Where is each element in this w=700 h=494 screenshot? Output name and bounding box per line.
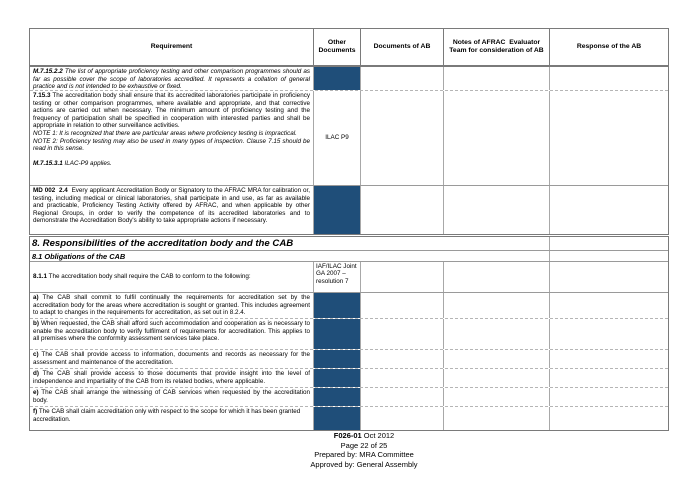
requirements-table (29, 28, 669, 235)
section-title: 8.1 Obligations of the CAB (32, 251, 126, 261)
requirement-paragraph (33, 187, 310, 225)
table-header-row (30, 29, 668, 67)
table-row (30, 185, 668, 234)
table-body-lower (30, 237, 668, 430)
footer-doc-code-line (44, 431, 684, 441)
text-run: NOTE 1: It is recognized that there are particular areas where proficiency testing is impractical. (33, 129, 297, 137)
text-run: The list of appropriate proficiency testing and other comparison programmes should as far as possible cover the scope of laboratories accredited. It represents a collation of general practice and is not intended to be exhaustive or fixed. (33, 68, 310, 90)
text-run: The accreditation body shall ensure that its accredited laboratories participate in proficiency testing or other comparison programmes, where available and appropriate, and that corrective actions are carried out when necessary. The minimum amount of proficiency testing and the frequency of participation shall be specified in cooperation with interested parties and shall be appropriate in relation to other surveillance activities. (33, 92, 310, 130)
notes-cell (443, 319, 549, 349)
requirement-paragraph (33, 153, 310, 161)
response-cell (549, 67, 668, 90)
notes-cell (443, 67, 549, 90)
text-run: The CAB shall claim accreditation only with respect to the scope for which it has been granted (37, 408, 301, 415)
text-run: NOTE 2: Proficiency testing may also be used in many types of inspection. Clause 7.15 should be read in this sense. (33, 137, 310, 153)
column-header-other-documents: Other Documents (313, 29, 360, 65)
documents-of-ab-cell (360, 262, 443, 292)
documents-of-ab-cell (360, 186, 443, 234)
response-cell (549, 388, 668, 406)
requirement-cell (30, 369, 313, 387)
requirement-paragraph (33, 273, 310, 281)
other-documents-cell (313, 293, 360, 318)
other-documents-cell (313, 67, 360, 90)
documents-of-ab-cell (360, 293, 443, 318)
text-run: The CAB shall commit to fulfil continually the requirements for accreditation set by the accreditation body for the areas where accreditation is sought or granted. This includes agreement to adapt to changes in the requirements for accreditation, as set out in 8.2.4. (33, 294, 310, 317)
requirement-paragraph (33, 408, 310, 416)
text-run: b) (33, 320, 39, 327)
table-row (30, 406, 668, 430)
table-row (30, 387, 668, 406)
table-row (30, 90, 668, 185)
table-row (30, 67, 668, 90)
response-cell (549, 251, 668, 261)
text-run: When requested, the CAB shall afford such accommodation and cooperation as is necessary to enable the accreditation body to verify fulfilment of requirements for accreditation. This applies to all premises where the conformity assessment services take place. (33, 320, 310, 343)
table-row (30, 261, 668, 292)
footer-prepared-by: Prepared by: MRA Committee (314, 450, 414, 460)
text-run: a) (33, 294, 39, 301)
section-heading-row (30, 250, 668, 261)
column-header-documents-of-ab: Documents of AB (360, 29, 443, 65)
response-cell (549, 91, 668, 185)
notes-cell (443, 350, 549, 368)
column-header-response: Response of the AB (549, 29, 668, 65)
documents-of-ab-cell (360, 407, 443, 430)
notes-cell (443, 388, 549, 406)
text-run: d) (33, 370, 39, 377)
documents-of-ab-cell (360, 67, 443, 90)
response-cell (549, 319, 668, 349)
notes-cell (443, 186, 549, 234)
text-run: 8.1.1 (33, 273, 48, 281)
response-cell (549, 350, 668, 368)
text-run: The accreditation body shall require the CAB to conform to the following: (47, 273, 251, 281)
requirement-cell (30, 350, 313, 368)
text-run: The CAB shall provide access to information, documents and records as necessary for the assessment and maintenance of the accreditation. (33, 351, 310, 366)
column-header-notes: Notes of AFRAC Evaluator Team for consideration of AB (443, 29, 549, 65)
other-documents-cell: ILAC P9 (313, 91, 360, 185)
requirement-cell (30, 67, 313, 90)
requirement-cell (30, 186, 313, 234)
table-row (30, 349, 668, 368)
requirement-cell (30, 388, 313, 406)
documents-of-ab-cell (360, 350, 443, 368)
response-cell (549, 293, 668, 318)
response-cell (549, 237, 668, 250)
other-documents-cell (313, 186, 360, 234)
response-cell (549, 262, 668, 292)
page-footer (44, 431, 684, 469)
requirement-paragraph (33, 160, 310, 168)
footer-doc-code: F026-01 (333, 431, 362, 440)
other-documents-cell (313, 319, 360, 349)
text-run: The CAB shall provide access to those documents that provide insight into the level of independence and impartiality of the CAB from its related bodies, where applicable. (33, 370, 310, 385)
documents-of-ab-cell (360, 369, 443, 387)
documents-of-ab-cell (360, 388, 443, 406)
requirement-paragraph (33, 416, 310, 424)
text-run: M.7.15.3.1 (33, 160, 63, 168)
column-header-requirement: Requirement (150, 42, 193, 50)
text-run: e) (33, 389, 39, 396)
requirement-paragraph (33, 294, 310, 317)
response-cell (549, 369, 668, 387)
requirement-paragraph (33, 389, 310, 404)
notes-cell (443, 262, 549, 292)
text-run: accreditation. (33, 415, 71, 423)
requirement-paragraph (33, 138, 310, 153)
documents-of-ab-cell (360, 319, 443, 349)
footer-doc-date: Oct 2012 (361, 431, 395, 440)
text-run: ILAC-P9 applies. (62, 160, 112, 168)
table-body-upper (30, 67, 668, 234)
footer-approved-by: Approved by: General Assembly (310, 459, 418, 469)
other-documents-cell: IAF/ILAC Joint GA 2007 – resolution 7 (313, 262, 360, 292)
text-run: Every applicant Accreditation Body or Signatory to the AFRAC MRA for calibration or, testing, including medical or clinical laboratories, shall participate in and use, as far as available and practicable, Proficiency Testing Activity offered by AFRAC, and when applicable by other Regional Groups, in order to verify the competence of its accredited laboratories and to demonstrate the Accreditation Body's ability to take appropriate actions if necessary. (33, 187, 310, 225)
text-run: c) (33, 351, 39, 358)
notes-cell (443, 91, 549, 185)
section-title: 8. Responsibilities of the accreditation body and the CAB (32, 238, 294, 249)
table-row (30, 368, 668, 387)
requirement-paragraph (33, 92, 310, 130)
notes-cell (443, 293, 549, 318)
requirement-paragraph (33, 68, 310, 90)
requirement-cell (30, 91, 313, 185)
text-run (33, 153, 35, 160)
requirement-cell (30, 407, 313, 430)
requirement-cell (30, 293, 313, 318)
text-run: M.7.15.2.2 (33, 68, 63, 75)
other-documents-cell (313, 407, 360, 430)
other-documents-cell (313, 369, 360, 387)
requirement-cell (30, 262, 313, 292)
documents-of-ab-cell (360, 91, 443, 185)
requirement-cell (30, 319, 313, 349)
footer-page-number: Page 22 of 25 (340, 440, 388, 450)
text-run: 7.15.3 (33, 92, 51, 99)
other-documents-cell (313, 350, 360, 368)
section-heading-row (30, 237, 668, 250)
other-documents-cell (313, 388, 360, 406)
requirement-paragraph (33, 370, 310, 385)
text-run: The CAB shall arrange the witnessing of CAB services when requested by the accreditation body. (33, 389, 310, 404)
notes-cell (443, 407, 549, 430)
requirement-paragraph (33, 130, 310, 138)
response-cell (549, 186, 668, 234)
table-row (30, 318, 668, 349)
table-row (30, 292, 668, 318)
notes-cell (443, 369, 549, 387)
text-run: f) (33, 408, 38, 415)
text-run: MD 002 2.4 (33, 187, 68, 194)
requirement-paragraph (33, 351, 310, 366)
requirement-paragraph (33, 320, 310, 343)
response-cell (549, 407, 668, 430)
requirements-table-continued (29, 236, 669, 431)
